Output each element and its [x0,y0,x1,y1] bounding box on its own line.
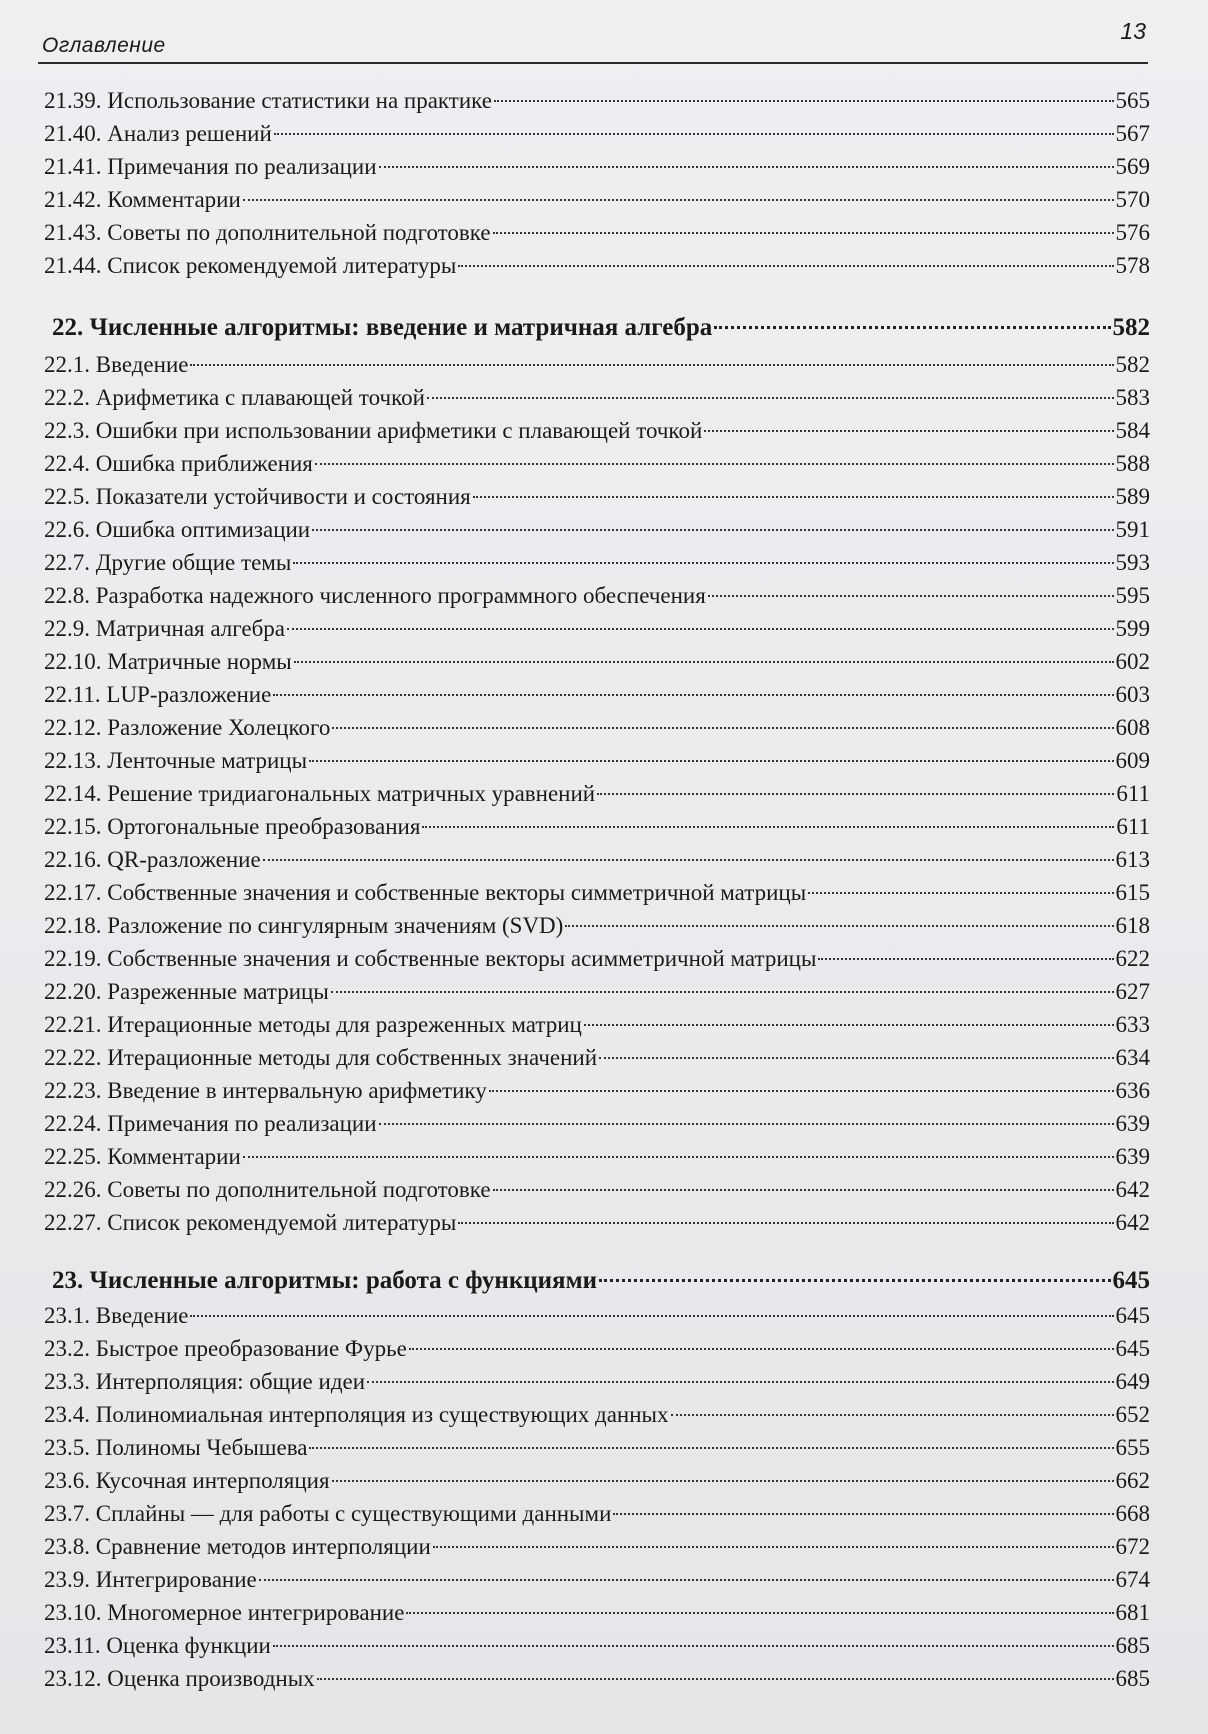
toc-entry [44,447,1150,480]
dot-leader [312,528,1113,531]
toc-entry-title: 21.39. Использование статистики на практике [44,88,492,113]
toc-entry-title: 22.14. Решение тридиагональных матричных уравнений [44,781,596,806]
toc-entry [44,1074,1150,1107]
toc-entry [44,1140,1150,1173]
toc-entry [44,1041,1150,1074]
toc-entry-title: 22.3. Ошибки при использовании арифметики с плавающей точкой [44,418,703,443]
chapter-23-heading-block [0,1263,1208,1299]
toc-entry-page: 567 [1115,121,1150,146]
toc-entry-page: 613 [1115,847,1150,872]
toc-entry-title: 22.21. Итерационные методы для разреженных матриц [44,1012,582,1037]
dot-leader [273,693,1113,696]
toc-entry-title: 23.11. Оценка функции [44,1633,271,1658]
dot-leader [259,1578,1114,1581]
toc-entry [44,1299,1150,1332]
toc-entry-page: 627 [1115,979,1150,1004]
toc-entry-page: 576 [1115,220,1150,245]
toc-entry-page: 668 [1115,1501,1150,1526]
dot-leader [309,1446,1113,1449]
toc-entry [44,975,1150,1008]
dot-leader [287,627,1113,630]
dot-leader [409,1347,1114,1350]
toc-entry [44,1173,1150,1206]
dot-leader [243,1155,1114,1158]
toc-entry-page: 642 [1115,1177,1150,1202]
toc-entry [44,645,1150,678]
toc-entry [44,810,1150,843]
dot-leader [294,660,1114,663]
running-head [38,16,1148,64]
dot-leader [427,396,1114,399]
dot-leader [597,792,1114,795]
toc-entry-title: 23.6. Кусочная интерполяция [44,1468,330,1493]
toc-entry-page: 578 [1115,253,1150,278]
dot-leader [406,1611,1113,1614]
toc-entry-title: 22.22. Итерационные методы для собственных значений [44,1045,598,1070]
dot-leader [494,99,1114,102]
dot-leader [714,325,1110,329]
toc-entry [44,1365,1150,1398]
toc-entry-page: 583 [1115,385,1150,410]
toc-entry-title: 22.9. Матричная алгебра [44,616,286,641]
toc-entry-title: 21.44. Список рекомендуемой литературы [44,253,457,278]
toc-entry-page: 634 [1115,1045,1150,1070]
toc-entry [44,183,1150,216]
toc-entry-page: 611 [1116,781,1150,806]
toc-entry [44,1398,1150,1431]
toc-entry-page: 662 [1115,1468,1150,1493]
page-number: 13 [1120,18,1146,44]
toc-entry [44,1629,1150,1662]
toc-entry [44,1662,1150,1695]
toc-entry-page: 655 [1115,1435,1150,1460]
dot-leader [493,1188,1114,1191]
toc-entry-page: 602 [1115,649,1150,674]
toc-entry-page: 603 [1115,682,1150,707]
toc-entry-title: 22.5. Показатели устойчивости и состояния [44,484,471,509]
toc-entry-page: 593 [1115,550,1150,575]
toc-entry [44,414,1150,447]
toc-entry-title: 22.2. Арифметика с плавающей точкой [44,385,425,410]
dot-leader [190,363,1113,366]
toc-entry [44,843,1150,876]
dot-leader [599,1056,1113,1059]
toc-entry-title: 22.26. Советы по дополнительной подготовке [44,1177,491,1202]
dot-leader [818,957,1113,960]
toc-entry-page: 584 [1115,418,1150,443]
toc-entry-title: 22.7. Другие общие темы [44,550,292,575]
toc-entry [44,150,1150,183]
toc-entry [44,579,1150,612]
chapter-title: 23. Численные алгоритмы: работа с функциями [52,1267,598,1294]
toc-entry-title: 22.15. Ортогональные преобразования [44,814,421,839]
toc-entry-title: 23.3. Интерполяция: общие идеи [44,1369,366,1394]
running-title: Оглавление [42,34,166,57]
toc-entry-page: 588 [1115,451,1150,476]
toc-entry-title: 22.20. Разреженные матрицы [44,979,329,1004]
toc-entry [44,1530,1150,1563]
toc-entry-title: 23.7. Сплайны — для работы с существующими данными [44,1501,612,1526]
toc-entry [44,1008,1150,1041]
toc-entry [44,249,1150,282]
toc-entry [44,1206,1150,1239]
toc-entry-page: 633 [1115,1012,1150,1037]
toc-entry-page: 645 [1115,1336,1150,1361]
toc-entry [44,381,1150,414]
toc-entry [44,480,1150,513]
toc-entry-page: 645 [1115,1303,1150,1328]
toc-entry [44,84,1150,117]
dot-leader [315,462,1114,465]
toc-entry [44,348,1150,381]
toc-entry [44,711,1150,744]
toc-entry-title: 22.10. Матричные нормы [44,649,292,674]
toc-entry [44,216,1150,249]
toc-entry-title: 23.9. Интегрирование [44,1567,257,1592]
toc-entry [44,1107,1150,1140]
toc-entry-page: 595 [1115,583,1150,608]
dot-leader [332,726,1113,729]
dot-leader [493,231,1114,234]
toc-entry-title: 23.2. Быстрое преобразование Фурье [44,1336,407,1361]
dot-leader [808,891,1113,894]
toc-entry-page: 569 [1115,154,1150,179]
dot-leader [433,1545,1114,1548]
toc-entry-title: 22.18. Разложение по сингулярным значениям (SVD) [44,913,564,938]
toc-entry-page: 685 [1115,1633,1150,1658]
dot-leader [332,1479,1114,1482]
dot-leader [704,429,1113,432]
toc-entry-page: 681 [1115,1600,1150,1625]
toc-entry-page: 622 [1115,946,1150,971]
toc-entry [44,744,1150,777]
toc-entry-page: 599 [1115,616,1150,641]
toc-entry-title: 22.11. LUP-разложение [44,682,272,707]
toc-entry-page: 636 [1115,1078,1150,1103]
dot-leader [190,1314,1113,1317]
dot-leader [309,759,1113,762]
chapter-heading [52,310,1150,346]
toc-entry [44,942,1150,975]
toc-entry [44,1431,1150,1464]
toc-entry-title: 21.41. Примечания по реализации [44,154,377,179]
toc-entry-title: 22.27. Список рекомендуемой литературы [44,1210,457,1235]
toc-entry-title: 23.12. Оценка производных [44,1666,315,1691]
dot-leader [489,1089,1114,1092]
chapter-heading [52,1263,1150,1299]
toc-entry-title: 22.23. Введение в интервальную арифметику [44,1078,487,1103]
toc-chapter-23 [0,1299,1208,1695]
toc-entry-page: 642 [1115,1210,1150,1235]
toc-entry [44,1464,1150,1497]
toc-entry-page: 639 [1115,1144,1150,1169]
dot-leader [584,1023,1114,1026]
chapter-page: 582 [1112,314,1150,341]
toc-entry-title: 23.4. Полиномиальная интерполяция из существующих данных [44,1402,669,1427]
toc-entry [44,1596,1150,1629]
toc-entry-page: 615 [1115,880,1150,905]
toc-entry-title: 22.19. Собственные значения и собственные векторы асимметричной матрицы [44,946,817,971]
toc-entry [44,1497,1150,1530]
toc-entry-title: 23.1. Введение [44,1303,189,1328]
chapter-22-heading-block [0,310,1208,346]
toc-entry-page: 672 [1115,1534,1150,1559]
toc-entry [44,546,1150,579]
toc-entry-title: 22.25. Комментарии [44,1144,241,1169]
toc-chapter-22 [0,348,1208,1239]
toc-entry-page: 618 [1115,913,1150,938]
dot-leader [458,264,1113,267]
dot-leader [422,825,1114,828]
dot-leader [708,594,1114,597]
dot-leader [331,990,1114,993]
dot-leader [243,198,1114,201]
toc-entry-title: 22.8. Разработка надежного численного программного обеспечения [44,583,706,608]
toc-entry-title: 23.10. Многомерное интегрирование [44,1600,405,1625]
dot-leader [671,1413,1114,1416]
toc-entry-page: 570 [1115,187,1150,212]
toc-entry-page: 639 [1115,1111,1150,1136]
dot-leader [367,1380,1113,1383]
dot-leader [263,858,1114,861]
toc-entry [44,777,1150,810]
dot-leader [293,561,1113,564]
dot-leader [273,1644,1114,1647]
toc-entry-title: 22.17. Собственные значения и собственные векторы симметричной матрицы [44,880,807,905]
chapter-page: 645 [1112,1267,1150,1294]
toc-entry-title: 22.4. Ошибка приближения [44,451,313,476]
toc-entry-title: 22.1. Введение [44,352,189,377]
dot-leader [613,1512,1113,1515]
toc-entry-page: 608 [1115,715,1150,740]
toc-section-21-tail [0,84,1208,282]
chapter-title: 22. Численные алгоритмы: введение и матричная алгебра [52,314,713,341]
toc-entry [44,117,1150,150]
toc-entry-title: 22.13. Ленточные матрицы [44,748,308,773]
toc-entry-page: 582 [1115,352,1150,377]
toc-entry-title: 22.16. QR-разложение [44,847,261,872]
dot-leader [565,924,1113,927]
toc-entry-title: 21.43. Советы по дополнительной подготовке [44,220,491,245]
toc-entry-title: 22.12. Разложение Холецкого [44,715,331,740]
toc-entry-title: 22.6. Ошибка оптимизации [44,517,311,542]
toc-entry-title: 23.8. Сравнение методов интерполяции [44,1534,431,1559]
toc-entry [44,876,1150,909]
toc-entry-page: 652 [1115,1402,1150,1427]
dot-leader [274,132,1114,135]
toc-entry-page: 649 [1115,1369,1150,1394]
toc-entry [44,1332,1150,1365]
toc-entry-page: 685 [1115,1666,1150,1691]
dot-leader [473,495,1114,498]
dot-leader [379,165,1114,168]
toc-entry [44,1563,1150,1596]
toc-entry [44,513,1150,546]
toc-entry-page: 589 [1115,484,1150,509]
toc-entry [44,612,1150,645]
toc-entry-page: 565 [1115,88,1150,113]
dot-leader [599,1278,1110,1282]
toc-entry-page: 609 [1115,748,1150,773]
toc-entry-page: 674 [1115,1567,1150,1592]
toc-entry-title: 22.24. Примечания по реализации [44,1111,377,1136]
dot-leader [317,1677,1114,1680]
dot-leader [379,1122,1114,1125]
toc-entry [44,909,1150,942]
toc-entry-title: 21.40. Анализ решений [44,121,272,146]
toc-entry-page: 611 [1116,814,1150,839]
dot-leader [458,1221,1113,1224]
toc-entry-title: 21.42. Комментарии [44,187,241,212]
toc-entry [44,678,1150,711]
toc-entry-page: 591 [1115,517,1150,542]
toc-entry-title: 23.5. Полиномы Чебышева [44,1435,308,1460]
